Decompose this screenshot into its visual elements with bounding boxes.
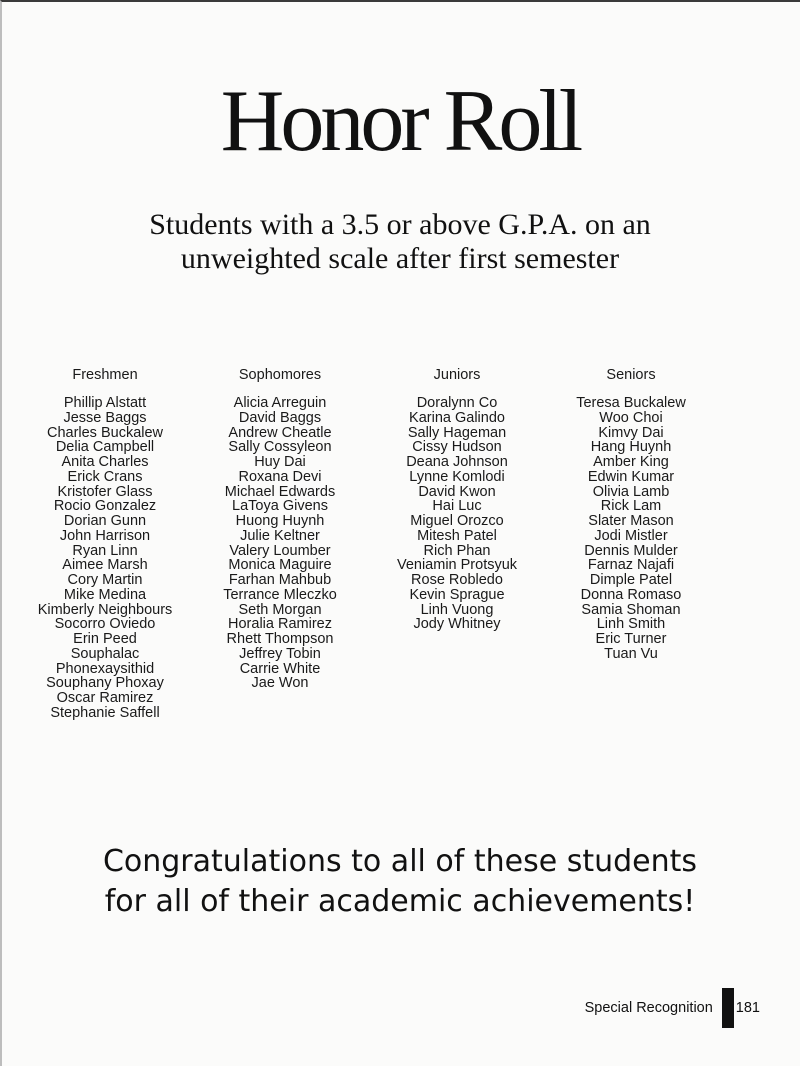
student-name: Deana Johnson <box>406 454 508 470</box>
student-name: Farnaz Najafi <box>587 557 675 574</box>
honor-roll-columns <box>0 366 800 736</box>
juniors-column <box>362 366 552 632</box>
student-name: Monica Maguire <box>228 557 332 574</box>
student-name: Rick Lam <box>600 498 662 515</box>
student-name: Dennis Mulder <box>584 542 678 559</box>
page-title: Honor Roll <box>220 73 580 170</box>
student-name: Linh Vuong <box>420 601 494 618</box>
student-name: Oscar Ramirez <box>56 690 154 706</box>
student-name: Jesse Baggs <box>63 409 147 426</box>
seniors-list <box>536 396 726 662</box>
student-name: Kimberly Neighbours <box>37 601 173 618</box>
student-name: Sally Hageman <box>407 424 507 441</box>
student-name: Seth Morgan <box>238 601 322 618</box>
student-name: Michael Edwards <box>224 483 336 500</box>
student-name: Terrance Mleczko <box>223 586 337 603</box>
student-name: Jeffrey Tobin <box>239 645 321 662</box>
student-name: Erick Crans <box>67 468 143 485</box>
student-name: Julie Keltner <box>240 527 320 544</box>
student-name: Huong Huynh <box>235 513 325 529</box>
student-name: Doralynn Co <box>416 395 498 411</box>
student-name: Hai Luc <box>432 498 482 515</box>
student-name: David Baggs <box>238 409 322 426</box>
student-name: Veniamin Protsyuk <box>396 557 518 574</box>
student-name: Woo Choi <box>599 409 663 426</box>
student-name: Huy Dai <box>254 454 306 470</box>
column-heading-freshmen: Freshmen <box>72 367 138 383</box>
student-name: Dimple Patel <box>589 572 673 588</box>
student-name: Stephanie Saffell <box>50 704 160 721</box>
student-name: Ryan Linn <box>72 542 138 559</box>
student-name: Amber King <box>593 454 669 470</box>
page-number: 181 <box>735 1000 760 1016</box>
student-name: Hang Huynh <box>590 439 672 456</box>
student-name: Samia Shoman <box>581 601 681 618</box>
student-name: Kristofer Glass <box>57 483 153 500</box>
student-name: Souphalac <box>70 645 140 662</box>
student-name: Souphany Phoxay <box>46 675 164 692</box>
student-name: Mike Medina <box>63 586 147 603</box>
student-name: Phillip Alstatt <box>63 395 147 411</box>
seniors-column <box>536 366 726 662</box>
student-name: Horalia Ramirez <box>228 616 332 633</box>
student-name: Dorian Gunn <box>63 513 147 529</box>
student-name: Linh Smith <box>596 616 666 633</box>
student-name: Roxana Devi <box>238 468 322 485</box>
student-name: Kevin Sprague <box>409 586 505 603</box>
student-name: John Harrison <box>59 527 151 544</box>
student-name: Olivia Lamb <box>592 483 670 500</box>
student-name: Sally Cossyleon <box>228 439 332 456</box>
student-name: Jody Whitney <box>413 616 501 633</box>
student-name: Rocio Gonzalez <box>53 498 157 515</box>
student-name: Jodi Mistler <box>594 527 668 544</box>
student-name: Rhett Thompson <box>226 631 334 647</box>
page-footer <box>585 988 760 1028</box>
student-name: Phonexaysithid <box>55 660 155 677</box>
footer-bar-marker <box>722 988 734 1028</box>
student-name: Rose Robledo <box>411 572 503 588</box>
student-name: Lynne Komlodi <box>409 468 505 485</box>
student-name: Aimee Marsh <box>62 557 148 574</box>
student-name: Cory Martin <box>67 572 143 588</box>
student-name: Carrie White <box>239 660 321 677</box>
column-heading-juniors: Juniors <box>433 367 481 383</box>
page-subtitle: Students with a 3.5 or above G.P.A. on an unweighted scale after first semester <box>149 208 651 275</box>
student-name: Anita Charles <box>61 454 149 470</box>
student-name: Miguel Orozco <box>410 513 504 529</box>
freshmen-list <box>10 396 200 721</box>
student-name: Erin Peed <box>73 631 137 647</box>
student-name: Eric Turner <box>595 631 667 647</box>
sophomores-column <box>185 366 375 691</box>
juniors-list <box>362 396 552 632</box>
student-name: Charles Buckalew <box>46 424 164 441</box>
student-name: Valery Loumber <box>229 542 331 559</box>
column-heading-seniors: Seniors <box>606 367 656 383</box>
student-name: Alicia Arreguin <box>233 395 327 411</box>
student-name: Farhan Mahbub <box>228 572 332 588</box>
student-name: Edwin Kumar <box>587 468 675 485</box>
student-name: Delia Campbell <box>55 439 155 456</box>
sophomores-list <box>185 396 375 691</box>
congratulations-message: Congratulations to all of these students for all of their academic achievements! <box>102 844 698 919</box>
student-name: Tuan Vu <box>604 645 658 662</box>
student-name: LaToya Givens <box>232 498 328 515</box>
student-name: Rich Phan <box>423 542 491 559</box>
student-name: Karina Galindo <box>409 409 505 426</box>
student-name: Kimvy Dai <box>598 424 664 441</box>
student-name: Cissy Hudson <box>412 439 502 456</box>
column-heading-sophomores: Sophomores <box>238 367 322 383</box>
student-name: Slater Mason <box>588 513 674 529</box>
student-name: Teresa Buckalew <box>576 395 686 411</box>
student-name: Andrew Cheatle <box>228 424 332 441</box>
student-name: Donna Romaso <box>580 586 682 603</box>
student-name: Socorro Oviedo <box>54 616 156 633</box>
freshmen-column <box>10 366 200 721</box>
student-name: Jae Won <box>251 675 309 692</box>
footer-section-label: Special Recognition <box>584 1000 713 1016</box>
student-name: David Kwon <box>418 483 496 500</box>
student-name: Mitesh Patel <box>417 527 497 544</box>
